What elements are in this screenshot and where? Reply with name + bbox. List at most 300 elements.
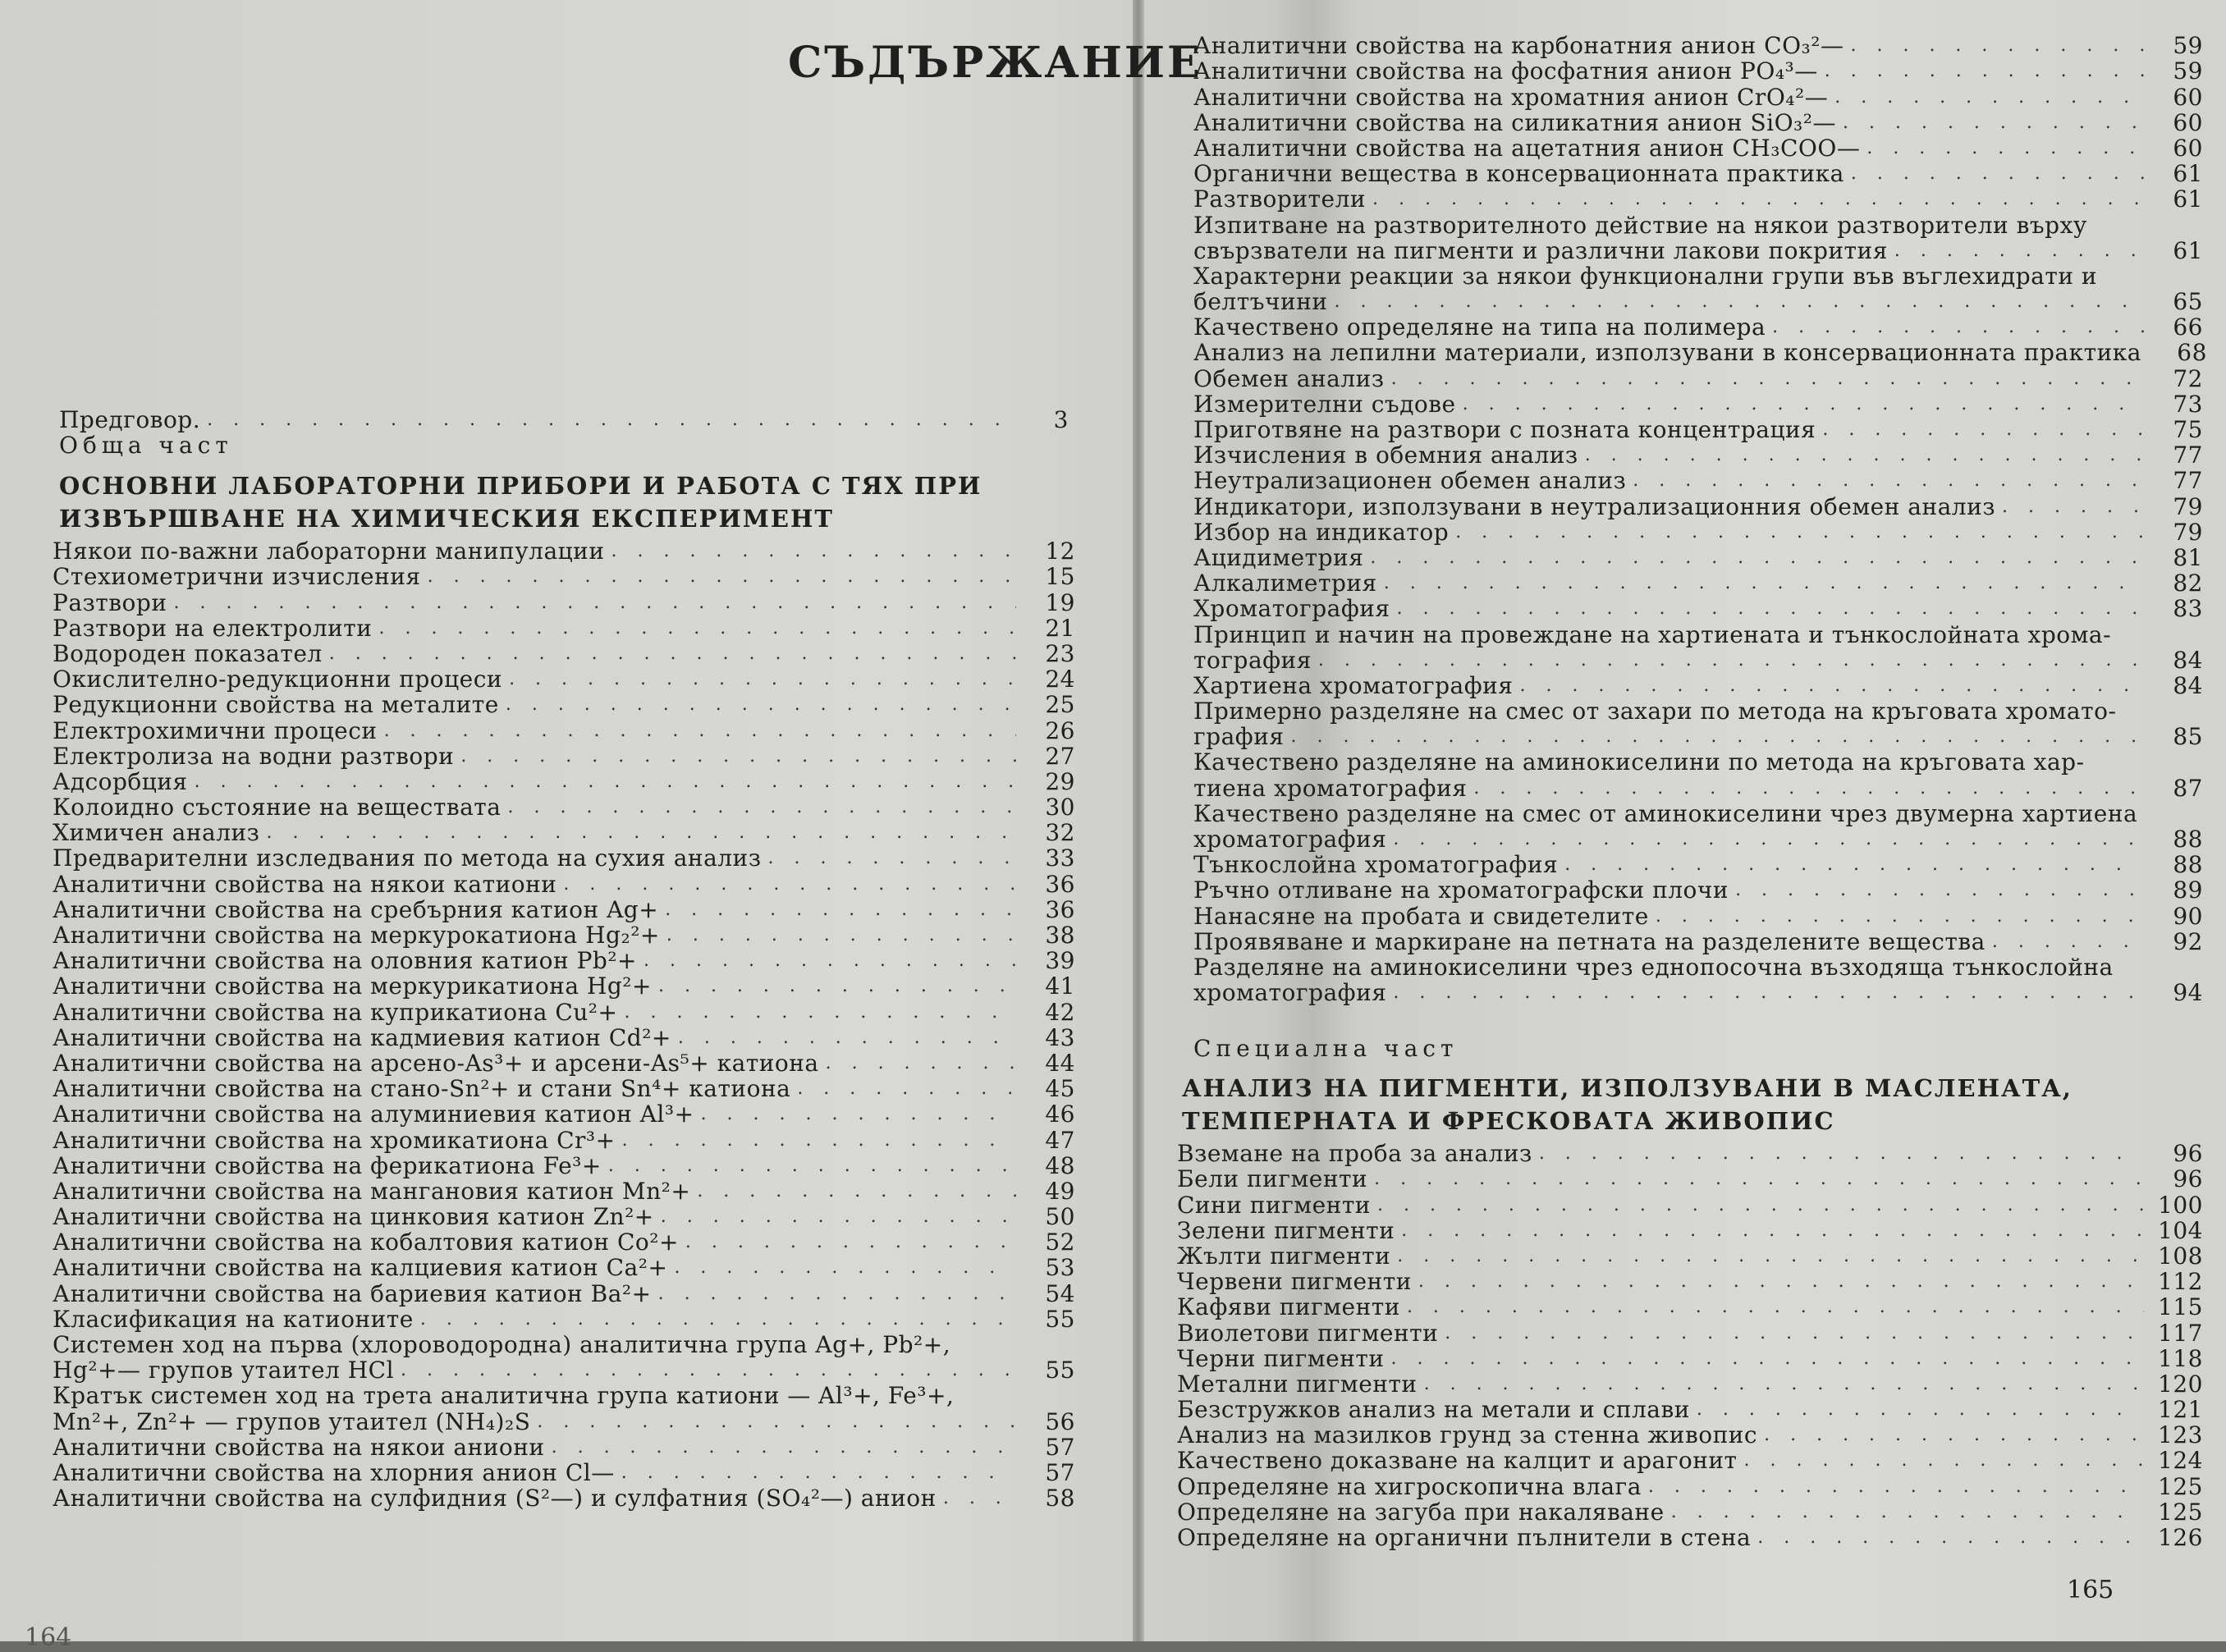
toc-entry <box>1193 186 2203 212</box>
entry-page: 61 <box>2173 185 2203 213</box>
toc-entry <box>1193 852 2203 877</box>
toc-entry <box>1193 58 2203 84</box>
toc-entry <box>53 922 1075 948</box>
dot-leader <box>644 948 1016 973</box>
dot-leader <box>1757 1525 2144 1550</box>
toc-entry <box>1193 877 2203 903</box>
entry-title: белтъчини <box>1193 288 1328 316</box>
entry-title: Разделяне на аминокиселини чрез еднопосочна възходяща тънкослойна <box>1193 953 2114 981</box>
toc-entry <box>59 432 1069 458</box>
entry-title: Вземане на проба за анализ <box>1177 1140 1532 1168</box>
entry-title: Жълти пигменти <box>1177 1242 1391 1270</box>
toc-entry <box>53 1485 1075 1511</box>
dot-leader <box>420 1306 1016 1332</box>
entry-page: 117 <box>2158 1319 2203 1347</box>
toc-entry <box>53 564 1075 589</box>
entry-page: 77 <box>2173 442 2203 469</box>
entry-page: 48 <box>1045 1151 1075 1179</box>
entry-page: 27 <box>1045 742 1075 770</box>
dot-leader <box>174 590 1016 615</box>
entry-title: Аналитични свойства на хроматния анион CrO₄²— <box>1193 83 1829 111</box>
entry-title: Зелени пигменти <box>1177 1216 1395 1244</box>
toc-entry <box>1193 980 2203 1005</box>
entry-page: 88 <box>2173 826 2203 853</box>
toc-entry <box>1177 1269 2203 1294</box>
toc-entry <box>53 1435 1075 1460</box>
dot-leader <box>1648 1474 2144 1499</box>
entry-title: Аналитични свойства на мангановия катион Mn²+ <box>53 1177 691 1205</box>
entry-title: хроматография <box>1193 979 1387 1007</box>
dot-leader <box>1393 826 2144 852</box>
front-matter-list <box>59 407 1069 458</box>
entry-page: 81 <box>2173 543 2203 571</box>
entry-page: 120 <box>2158 1370 2203 1398</box>
entry-title: Принцип и начин на провеждане на хартиената и тънкослойната хрома- <box>1193 620 2112 648</box>
entry-title: Аналитични свойства на силикатния анион SiO₃²— <box>1193 108 1836 136</box>
entry-page: 123 <box>2158 1421 2203 1449</box>
entry-page: 108 <box>2158 1242 2203 1270</box>
entry-title: свързватели на пигменти и различни лакови покрития <box>1193 236 1888 264</box>
toc-entry <box>53 1408 1075 1434</box>
dot-leader <box>1539 1141 2144 1166</box>
toc-entry <box>1177 1473 2203 1499</box>
dot-leader <box>1372 186 2144 212</box>
dot-leader <box>622 1128 1016 1153</box>
entry-page: 60 <box>2173 134 2203 162</box>
entry-title: Аналитични свойства на бариевия катион Ba²+ <box>53 1279 652 1307</box>
entry-title: Хартиена хроматография <box>1193 671 1514 699</box>
dot-leader <box>401 1357 1016 1383</box>
entry-title: Аналитични свойства на стано-Sn²+ и стани Sn⁴+ катиона <box>53 1075 791 1103</box>
dot-leader <box>563 872 1016 897</box>
entry-page: 73 <box>2173 390 2203 418</box>
dot-leader <box>624 1000 1016 1025</box>
entry-page: 77 <box>2173 467 2203 495</box>
toc-entry <box>53 845 1075 871</box>
dot-leader <box>1391 366 2144 391</box>
entry-page: 96 <box>2173 1140 2203 1168</box>
dot-leader <box>701 1101 1016 1127</box>
entry-title: тиена хроматография <box>1193 774 1468 802</box>
entry-title: Тънкослойна хроматография <box>1193 851 1559 879</box>
entry-title: Бели пигменти <box>1177 1165 1368 1193</box>
toc-entry <box>53 769 1075 794</box>
entry-page: 65 <box>2173 288 2203 316</box>
entry-title: Аналитични свойства на цинковия катион Zn²+ <box>53 1203 654 1231</box>
toc-entry <box>53 1204 1075 1229</box>
entry-page: 104 <box>2158 1216 2203 1244</box>
toc-entry <box>1193 493 2203 519</box>
entry-title: Определяне на загуба при накаляване <box>1177 1498 1665 1526</box>
toc-entry <box>1177 1499 2203 1525</box>
section-heading <box>1182 1072 2073 1137</box>
page-number: 164 <box>25 1623 72 1652</box>
toc-entry <box>53 1127 1075 1152</box>
entry-title: хроматография <box>1193 826 1387 853</box>
toc-list-right-a <box>1193 32 2207 1007</box>
dot-leader <box>1473 776 2144 801</box>
entry-page: 47 <box>1045 1126 1075 1154</box>
toc-entry <box>1193 417 2203 442</box>
section-heading <box>59 469 982 535</box>
entry-title: Разтворители <box>1193 185 1367 213</box>
entry-page: 55 <box>1045 1305 1075 1333</box>
entry-page: 57 <box>1045 1433 1075 1461</box>
entry-page: 75 <box>2173 416 2203 443</box>
toc-entry <box>1193 903 2203 928</box>
toc-entry <box>53 948 1075 973</box>
entry-title: Кратък системен ход на трета аналитична група катиони — Al³+, Fe³+, <box>53 1382 955 1410</box>
toc-entry <box>53 1280 1075 1306</box>
toc-entry <box>53 1229 1075 1255</box>
toc-entry <box>53 973 1075 999</box>
dot-leader <box>674 1255 1016 1280</box>
toc-entry <box>53 1255 1075 1280</box>
entry-page: 84 <box>2173 646 2203 674</box>
book-gutter <box>1133 0 1144 1641</box>
entry-title: Разтвори <box>53 588 167 616</box>
entry-title: Черни пигменти <box>1177 1344 1385 1372</box>
entry-page: 36 <box>1045 895 1075 923</box>
entry-page: 12 <box>1045 538 1075 565</box>
toc-entry <box>53 1025 1075 1050</box>
toc-entry <box>53 615 1075 641</box>
dot-leader <box>1370 545 2144 570</box>
entry-page: 59 <box>2173 57 2203 85</box>
entry-title: Качествено определяне на типа на полимера <box>1193 313 1766 341</box>
entry-title: Аналитични свойства на сулфидния (S²—) и сулфатния (SO₄²—) анион <box>53 1485 937 1512</box>
entry-page: 61 <box>2173 236 2203 264</box>
entry-title: графия <box>1193 723 1285 751</box>
toc-entry <box>53 641 1075 666</box>
entry-page: 21 <box>1045 614 1075 642</box>
entry-title: Ацидиметрия <box>1193 543 1364 571</box>
entry-title: Mn²+, Zn²+ — групов утаител (NH₄)₂S <box>53 1407 531 1435</box>
entry-page: 15 <box>1045 563 1075 591</box>
entry-page: 83 <box>2173 595 2203 623</box>
entry-title: Аналитични свойства на ферикатиона Fe³+ <box>53 1151 602 1179</box>
toc-entry <box>53 1357 1075 1383</box>
section-heading-line: ТЕМПЕРНАТА И ФРЕСКОВАТА ЖИВОПИС <box>1182 1107 1835 1135</box>
entry-page: 89 <box>2173 876 2203 904</box>
entry-page: 45 <box>1045 1075 1075 1103</box>
entry-title: Определяне на органични пълнители в стена <box>1177 1524 1752 1551</box>
entry-title: Колоидно състояние на веществата <box>53 794 502 821</box>
entry-title: Окислително-редукционни процеси <box>53 666 503 693</box>
dot-leader <box>621 1460 1016 1485</box>
dot-leader <box>1335 289 2144 314</box>
toc-entry <box>1193 238 2203 263</box>
entry-title: Аналитични свойства на калциевия катион Ca²+ <box>53 1254 668 1282</box>
entry-title: Хроматография <box>1193 595 1390 623</box>
toc-entry <box>53 1101 1075 1127</box>
entry-page: 26 <box>1045 716 1075 744</box>
entry-title: Водороден показател <box>53 639 323 667</box>
entry-title: тография <box>1193 646 1312 674</box>
toc-entry <box>1177 1397 2203 1422</box>
dot-leader <box>460 744 1016 769</box>
dot-leader <box>1418 1269 2144 1294</box>
toc-entry <box>1177 1294 2203 1320</box>
entry-page: 61 <box>2173 160 2203 188</box>
dot-leader <box>678 1025 1016 1050</box>
entry-page: 90 <box>2173 902 2203 930</box>
dot-leader <box>1825 58 2144 84</box>
entry-title: Измерителни съдове <box>1193 390 1456 418</box>
entry-page: 124 <box>2158 1447 2203 1475</box>
entry-title: Стехиометрични изчисления <box>53 563 421 591</box>
dot-leader <box>1866 135 2144 161</box>
toc-entry <box>53 589 1075 615</box>
entry-title: Аналитични свойства на алуминиевия катион Al³+ <box>53 1101 694 1128</box>
entry-title: Проявяване и маркиране на петната на разделените вещества <box>1193 927 1986 955</box>
entry-title: Аналитични свойства на хлорния анион Cl— <box>53 1458 615 1486</box>
toc-entry <box>1193 929 2203 954</box>
entry-page: 94 <box>2173 979 2203 1007</box>
entry-page: 46 <box>1045 1101 1075 1128</box>
dot-leader <box>1318 648 2144 673</box>
toc-entry <box>1177 1371 2203 1397</box>
entry-page: 60 <box>2173 83 2203 111</box>
entry-title: Алкалиметрия <box>1193 570 1377 597</box>
dot-leader <box>1894 238 2144 263</box>
toc-entry <box>1193 954 2203 980</box>
dot-leader <box>1391 1346 2144 1371</box>
toc-entry <box>1193 442 2203 468</box>
toc-entry <box>1193 826 2203 852</box>
entry-page: 125 <box>2158 1472 2203 1500</box>
entry-title: Метални пигменти <box>1177 1370 1418 1398</box>
dot-leader <box>509 666 1016 692</box>
toc-entry <box>1193 212 2203 237</box>
entry-page: 126 <box>2158 1524 2203 1551</box>
toc-entry <box>1177 1141 2203 1166</box>
entry-title: Аналитични свойства на ацетатния анион CH₃COO— <box>1193 134 1861 162</box>
toc-entry <box>1193 698 2203 724</box>
dot-leader <box>1397 596 2144 621</box>
toc-entry <box>1193 596 2203 621</box>
entry-page: 24 <box>1045 666 1075 693</box>
dot-leader <box>1772 314 2144 340</box>
entry-page: 53 <box>1045 1254 1075 1282</box>
entry-page: 59 <box>2173 32 2203 60</box>
entry-page: 121 <box>2158 1396 2203 1424</box>
dot-leader <box>378 615 1016 641</box>
toc-entry <box>1193 339 2207 367</box>
entry-page: 72 <box>2173 364 2203 392</box>
toc-entry <box>1177 1525 2203 1550</box>
dot-leader <box>2002 494 2144 519</box>
dot-leader <box>666 922 1016 948</box>
dot-leader <box>1564 852 2144 877</box>
dot-leader <box>1455 519 2144 545</box>
entry-page: 38 <box>1045 922 1075 949</box>
entry-title: Виолетови пигменти <box>1177 1319 1439 1347</box>
dot-leader <box>1744 1448 2144 1473</box>
entry-page: 79 <box>2173 518 2203 546</box>
dot-leader <box>1697 1397 2144 1422</box>
dot-leader <box>1850 33 2144 58</box>
toc-entry <box>53 1332 1075 1357</box>
dot-leader <box>1397 1243 2144 1269</box>
toc-entry <box>1193 314 2203 340</box>
entry-page: 3 <box>1053 406 1069 434</box>
entry-page: 125 <box>2158 1498 2203 1526</box>
dot-leader <box>797 1076 1016 1101</box>
entry-page: 84 <box>2173 671 2203 699</box>
toc-list-left <box>53 538 1075 1511</box>
dot-leader <box>1735 877 2144 903</box>
toc-entry <box>53 692 1075 717</box>
entry-title: Качествено разделяне на смес от аминокиселини чрез двумерна хартиена <box>1193 799 2138 827</box>
entry-title: Изпитване на разтворителното действие на някои разтворители върху <box>1193 211 2087 239</box>
dot-leader <box>1764 1422 2144 1448</box>
toc-entry <box>53 1383 1075 1408</box>
toc-entry <box>1193 570 2203 596</box>
entry-page: 112 <box>2158 1268 2203 1296</box>
entry-title: Примерно разделяне на смес от захари по метода на кръговата хромато- <box>1193 698 2117 725</box>
entry-title: Системен ход на първа (хлороводородна) аналитична група Ag+, Pb²+, <box>53 1331 951 1358</box>
dot-leader <box>1407 1294 2144 1320</box>
entry-title: Изчисления в обемния анализ <box>1193 442 1578 469</box>
dot-leader <box>552 1435 1016 1460</box>
toc-entry <box>1193 775 2203 800</box>
dot-leader <box>537 1409 1016 1435</box>
entry-title: Електролиза на водни разтвори <box>53 742 455 770</box>
dot-leader <box>943 1485 1016 1511</box>
dot-leader <box>1992 929 2144 954</box>
entry-page: 42 <box>1045 998 1075 1026</box>
dot-leader <box>1851 161 2144 186</box>
dot-leader <box>1822 417 2144 442</box>
special-part-label-wrap <box>1193 1036 2203 1061</box>
entry-page: 23 <box>1045 639 1075 667</box>
toc-entry <box>53 666 1075 692</box>
dot-leader <box>266 820 1016 845</box>
dot-leader <box>1424 1371 2144 1397</box>
dot-leader <box>1463 391 2144 417</box>
dot-leader <box>685 1229 1016 1255</box>
entry-page: 44 <box>1045 1049 1075 1077</box>
toc-entry <box>1193 135 2203 161</box>
toc-entry <box>1193 1036 2203 1061</box>
entry-page: 118 <box>2158 1344 2203 1372</box>
toc-entry <box>53 871 1075 896</box>
toc-entry <box>53 820 1075 845</box>
dot-leader <box>1671 1499 2144 1525</box>
entry-title: Безстружков анализ на метали и сплави <box>1177 1396 1690 1424</box>
toc-entry <box>1177 1422 2203 1448</box>
toc-entry <box>53 897 1075 922</box>
dot-leader <box>658 973 1016 999</box>
entry-title: Анализ на мазилков грунд за стенна живопис <box>1177 1421 1758 1449</box>
toc-entry <box>1193 749 2203 775</box>
entry-page: 58 <box>1045 1485 1075 1512</box>
entry-title: Индикатори, използувани в неутрализационния обемен анализ <box>1193 492 1996 520</box>
dot-leader <box>1843 110 2144 135</box>
entry-page: 54 <box>1045 1279 1075 1307</box>
toc-entry <box>1193 468 2203 493</box>
entry-page: 33 <box>1045 844 1075 872</box>
entry-title: Адсорбция <box>53 767 188 795</box>
toc-entry <box>1193 33 2203 58</box>
entry-title: Кафяви пигменти <box>1177 1293 1400 1321</box>
entry-title: Определяне на хигроскопична влага <box>1177 1472 1642 1500</box>
dot-leader <box>661 1204 1016 1229</box>
entry-title: Нанасяне на пробата и свидетелите <box>1193 902 1649 930</box>
dot-leader <box>1445 1320 2144 1346</box>
dot-leader <box>1291 724 2144 749</box>
toc-entry <box>53 1178 1075 1204</box>
entry-page: 85 <box>2173 723 2203 751</box>
entry-title: Избор на индикатор <box>1193 518 1450 546</box>
toc-entry <box>53 1153 1075 1178</box>
dot-leader <box>658 1281 1016 1306</box>
dot-leader <box>1393 980 2144 1005</box>
dot-leader <box>826 1050 1016 1076</box>
entry-title: Обща част <box>59 432 233 460</box>
entry-page: 30 <box>1045 794 1075 821</box>
toc-entry <box>1177 1243 2203 1269</box>
section-heading-line: ИЗВЪРШВАНЕ НА ХИМИЧЕСКИЯ ЕКСПЕРИМЕНТ <box>59 505 834 533</box>
dot-leader <box>1377 1192 2144 1218</box>
entry-page: 115 <box>2158 1293 2203 1321</box>
toc-entry <box>53 999 1075 1024</box>
toc-entry <box>1177 1218 2203 1243</box>
entry-page: 19 <box>1045 588 1075 616</box>
toc-entry <box>1193 391 2203 417</box>
toc-entry <box>53 1460 1075 1485</box>
entry-page: 29 <box>1045 767 1075 795</box>
entry-title: Сини пигменти <box>1177 1191 1371 1219</box>
dot-leader <box>767 845 1016 871</box>
toc-entry <box>1193 110 2203 135</box>
entry-title: Неутрализационен обемен анализ <box>1193 467 1627 495</box>
dot-leader <box>507 794 1016 820</box>
dot-leader <box>1401 1218 2144 1243</box>
entry-page: 68 <box>2177 339 2207 367</box>
entry-title: Химичен анализ <box>53 819 260 847</box>
dot-leader <box>1374 1166 2144 1192</box>
dot-leader <box>611 538 1016 564</box>
toc-entry <box>53 538 1075 564</box>
entry-title: Качествено разделяне на аминокиселини по метода на кръговата хар- <box>1193 748 2085 776</box>
entry-title: Обемен анализ <box>1193 364 1385 392</box>
right-page <box>1144 0 2226 1641</box>
dot-leader <box>1656 904 2144 929</box>
toc-entry <box>59 407 1069 432</box>
dot-leader <box>608 1153 1016 1178</box>
entry-title: Аналитични свойства на меркурокатиона Hg₂²+ <box>53 922 660 949</box>
entry-title: Органични вещества в консервационната практика <box>1193 160 1844 188</box>
entry-title: Аналитични свойства на хромикатиона Cr³+ <box>53 1126 616 1154</box>
dot-leader <box>1585 442 2144 468</box>
entry-page: 43 <box>1045 1023 1075 1051</box>
toc-entry <box>53 794 1075 820</box>
toc-entry <box>1193 648 2203 673</box>
dot-leader <box>195 769 1016 794</box>
toc-entry <box>53 1076 1075 1101</box>
entry-title: Аналитични свойства на оловния катион Pb²+ <box>53 947 638 975</box>
toc-entry <box>1193 673 2203 698</box>
entry-page: 36 <box>1045 870 1075 898</box>
entry-page: 49 <box>1045 1177 1075 1205</box>
entry-title: Hg²+— групов утаител HCl <box>53 1357 395 1384</box>
entry-page: 39 <box>1045 947 1075 975</box>
entry-title: Ръчно отливане на хроматографски плочи <box>1193 876 1729 904</box>
entry-page: 96 <box>2173 1165 2203 1193</box>
toc-entry <box>1193 519 2203 545</box>
